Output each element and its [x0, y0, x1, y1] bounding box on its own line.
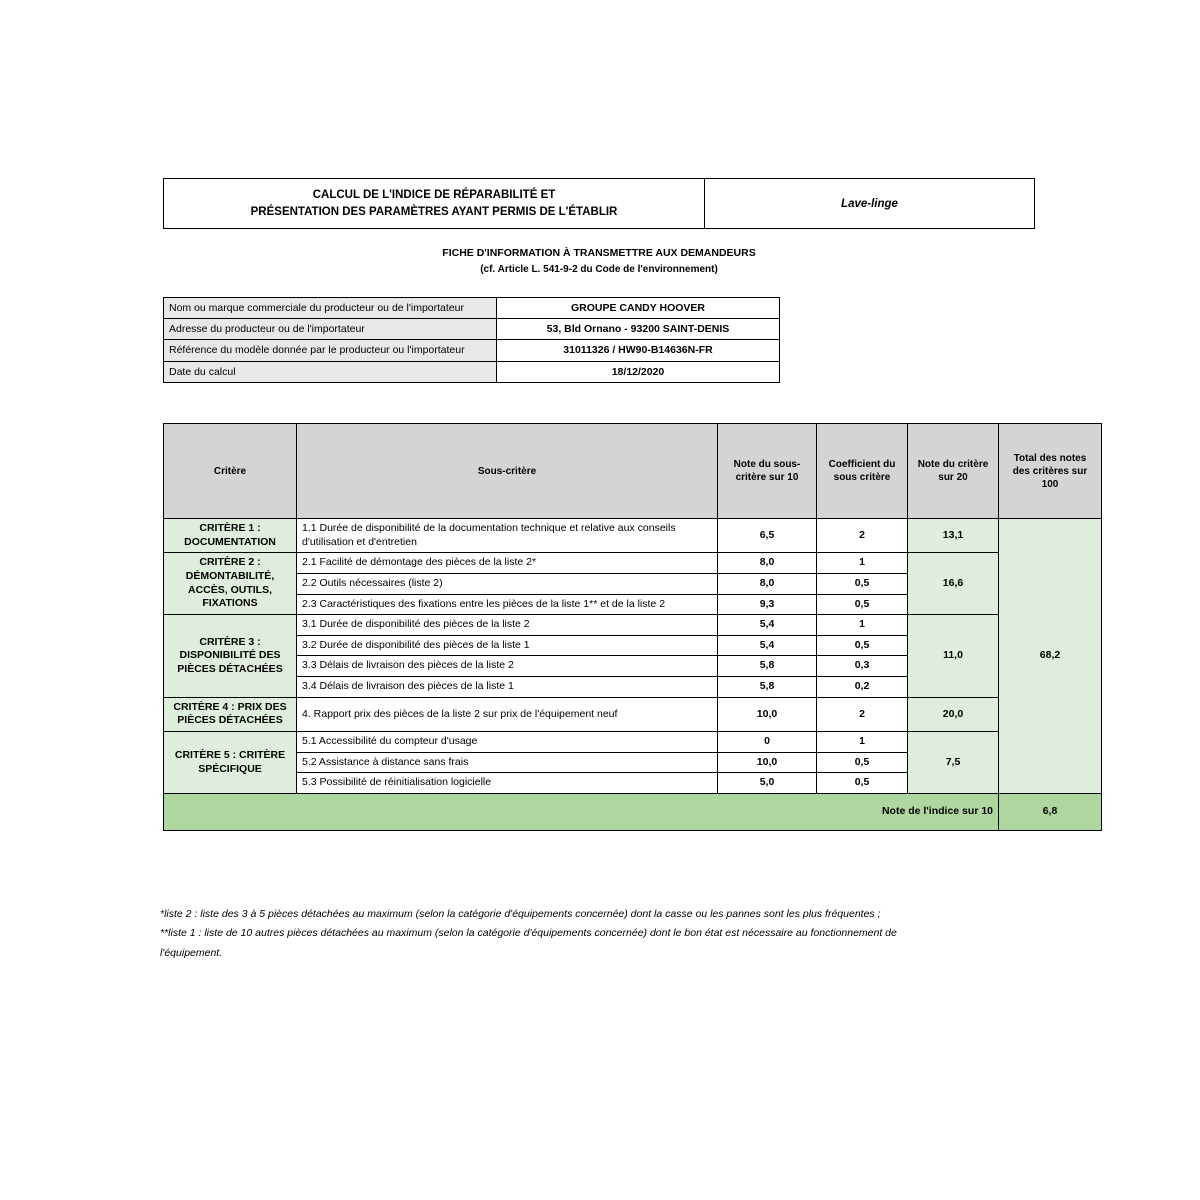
header-subcriterion: Sous-critère [297, 424, 718, 519]
table-row [164, 361, 780, 382]
subcriterion-note10: 5,0 [718, 773, 817, 794]
subcriterion-label: 2.2 Outils nécessaires (liste 2) [297, 573, 718, 594]
subcriterion-note10: 5,4 [718, 615, 817, 636]
header-criterion: Critère [164, 424, 297, 519]
header-note-sur-20: Note du critère sur 20 [908, 424, 999, 519]
subcriterion-coefficient: 0,5 [817, 635, 908, 656]
ident-label: Nom ou marque commerciale du producteur ou de l'importateur [164, 298, 497, 319]
criterion-name: CRITÈRE 2 : DÉMONTABILITÉ, ACCÈS, OUTILS, FIXATIONS [164, 553, 297, 615]
criterion-note20: 20,0 [908, 697, 999, 731]
footnotes [160, 906, 1040, 964]
footnote-liste-1-cont: l'équipement. [160, 946, 223, 959]
subcriterion-label: 3.2 Durée de disponibilité des pièces de la liste 1 [297, 635, 718, 656]
criterion-note20: 7,5 [908, 732, 999, 794]
criterion-note20: 11,0 [908, 615, 999, 698]
header-note-sur-10: Note du sous-critère sur 10 [718, 424, 817, 519]
subcriterion-label: 3.1 Durée de disponibilité des pièces de la liste 2 [297, 615, 718, 636]
identification-table [163, 297, 780, 383]
subcriterion-label: 5.2 Assistance à distance sans frais [297, 752, 718, 773]
final-score-value: 6,8 [999, 793, 1102, 830]
subcriterion-coefficient: 1 [817, 732, 908, 753]
subcriterion-label: 5.3 Possibilité de réinitialisation logicielle [297, 773, 718, 794]
ident-value: 18/12/2020 [497, 361, 780, 382]
subcriterion-coefficient: 2 [817, 519, 908, 553]
subcriterion-coefficient: 0,2 [817, 677, 908, 698]
document-title-line1: CALCUL DE L'INDICE DE RÉPARABILITÉ ET [312, 189, 556, 201]
subcriterion-coefficient: 0,5 [817, 573, 908, 594]
subcriterion-note10: 5,8 [718, 677, 817, 698]
total-score-100: 68,2 [999, 519, 1102, 794]
subcriterion-coefficient: 1 [817, 615, 908, 636]
ident-value: 53, Bld Ornano - 93200 SAINT-DENIS [497, 319, 780, 340]
subcriterion-note10: 10,0 [718, 697, 817, 731]
subcriterion-coefficient: 1 [817, 553, 908, 574]
subcriterion-coefficient: 0,5 [817, 752, 908, 773]
table-row [164, 697, 1102, 731]
subcriterion-note10: 0 [718, 732, 817, 753]
subcriterion-coefficient: 0,5 [817, 773, 908, 794]
subcriterion-coefficient: 0,5 [817, 594, 908, 615]
subcriterion-note10: 9,3 [718, 594, 817, 615]
document-title [164, 179, 705, 228]
table-row [164, 298, 780, 319]
table-row [164, 319, 780, 340]
ident-label: Référence du modèle donnée par le producteur ou l'importateur [164, 340, 497, 361]
criterion-note20: 16,6 [908, 553, 999, 615]
table-row [164, 553, 1102, 574]
table-row [164, 732, 1102, 753]
scoring-table [163, 423, 1102, 831]
table-row [164, 615, 1102, 636]
subcriterion-label: 3.3 Délais de livraison des pièces de la liste 2 [297, 656, 718, 677]
header-total-sur-100: Total des notes des critères sur 100 [999, 424, 1102, 519]
subcriterion-note10: 5,8 [718, 656, 817, 677]
subtitle-line1: FICHE D'INFORMATION À TRANSMETTRE AUX DEMANDEURS [442, 247, 756, 259]
ident-label: Date du calcul [164, 361, 497, 382]
subcriterion-note10: 8,0 [718, 553, 817, 574]
subcriterion-note10: 5,4 [718, 635, 817, 656]
subcriterion-label: 2.1 Facilité de démontage des pièces de la liste 2* [297, 553, 718, 574]
subcriterion-coefficient: 2 [817, 697, 908, 731]
footnote-liste-1: **liste 1 : liste de 10 autres pièces détachées au maximum (selon la catégorie d'équipements concernée) dont le bon état est nécessaire au fonctionnement de [160, 927, 897, 940]
subcriterion-label: 5.1 Accessibilité du compteur d'usage [297, 732, 718, 753]
ident-label: Adresse du producteur ou de l'importateur [164, 319, 497, 340]
ident-value: GROUPE CANDY HOOVER [497, 298, 780, 319]
ident-value: 31011326 / HW90-B14636N-FR [497, 340, 780, 361]
criterion-name: CRITÈRE 1 : DOCUMENTATION [164, 519, 297, 553]
criterion-name: CRITÈRE 4 : PRIX DES PIÈCES DÉTACHÉES [164, 697, 297, 731]
product-type: Lave-linge [841, 197, 898, 210]
document-subtitle [163, 246, 1035, 277]
subcriterion-coefficient: 0,3 [817, 656, 908, 677]
subcriterion-label: 4. Rapport prix des pièces de la liste 2 sur prix de l'équipement neuf [297, 697, 718, 731]
title-block [163, 178, 1035, 229]
subcriterion-label: 2.3 Caractéristiques des fixations entre les pièces de la liste 1** et de la liste 2 [297, 594, 718, 615]
criterion-name: CRITÈRE 5 : CRITÈRE SPÉCIFIQUE [164, 732, 297, 794]
final-score-label: Note de l'indice sur 10 [164, 793, 999, 830]
table-row [164, 340, 780, 361]
subtitle-line2: (cf. Article L. 541-9-2 du Code de l'environnement) [480, 263, 718, 275]
subcriterion-note10: 6,5 [718, 519, 817, 553]
final-score-row [164, 793, 1102, 830]
criterion-name: CRITÈRE 3 : DISPONIBILITÉ DES PIÈCES DÉTACHÉES [164, 615, 297, 698]
subcriterion-note10: 8,0 [718, 573, 817, 594]
subcriterion-label: 1.1 Durée de disponibilité de la documentation technique et relative aux conseils d'utilisation et d'entretien [297, 519, 718, 553]
table-header-row [164, 424, 1102, 519]
subcriterion-label: 3.4 Délais de livraison des pièces de la liste 1 [297, 677, 718, 698]
header-coefficient: Coefficient du sous critère [817, 424, 908, 519]
criterion-note20: 13,1 [908, 519, 999, 553]
document-title-line2: PRÉSENTATION DES PARAMÈTRES AYANT PERMIS DE L'ÉTABLIR [250, 205, 618, 218]
table-row [164, 519, 1102, 553]
subcriterion-note10: 10,0 [718, 752, 817, 773]
footnote-liste-2: *liste 2 : liste des 3 à 5 pièces détachées au maximum (selon la catégorie d'équipements concernée) dont la casse ou les pannes sont les plus fréquentes ; [160, 908, 881, 920]
